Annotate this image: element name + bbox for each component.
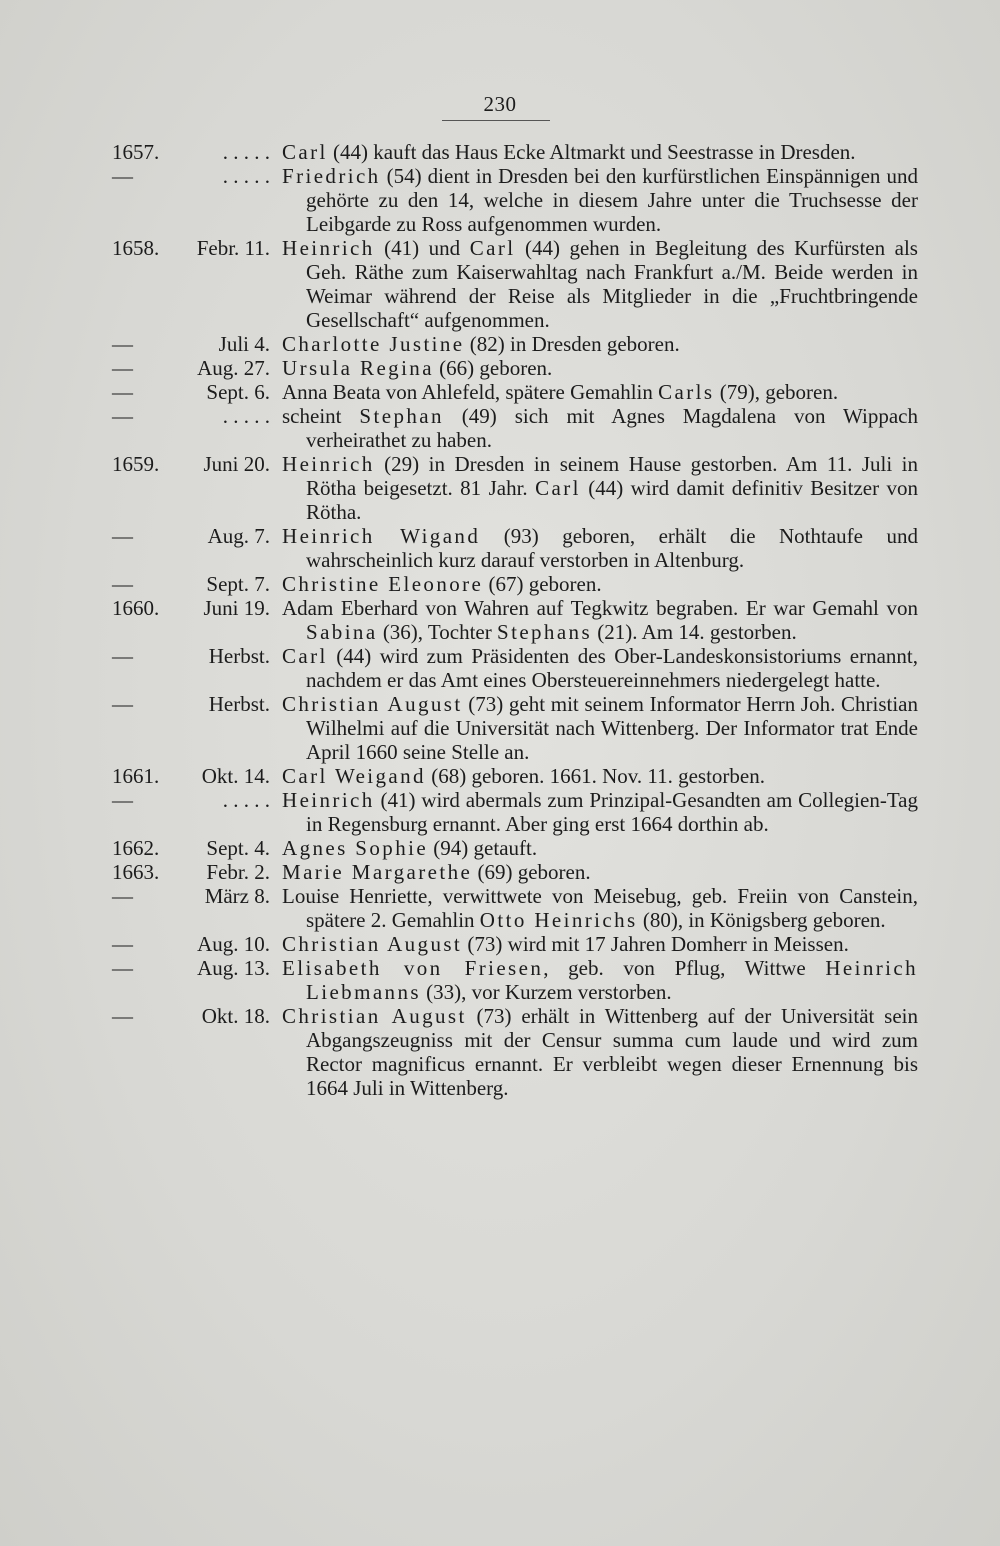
entry-year: 1659. (112, 452, 160, 476)
entry-date: März 8. (204, 884, 270, 908)
spaced-name: Carls (658, 380, 715, 404)
entry-text-segment: (33), vor Kurzem verstorben. (420, 980, 672, 1004)
spaced-name: Carl (535, 476, 581, 500)
entry-text-segment: (73) geht mit seinem Informator Herrn Joh. Christian Wilhelmi auf die Universität nach Wittenberg. Der Informator trat Ende April 1660 seine Stelle an. (306, 692, 918, 764)
entry-date: Juni 19. (203, 596, 270, 620)
entry-date: . . . . . (222, 140, 270, 164)
entry-text (282, 452, 918, 524)
entry-year: 1657. (112, 140, 160, 164)
chronicle-entry (0, 596, 1000, 644)
entry-text-segment: (44) gehen in Begleitung des Kurfürsten als Geh. Räthe zum Kaiserwahltag nach Frankfurt a./M. Beide werden in Weimar während der Reise als Mitglieder in die „Fruchtbringende Gesellschaft“ aufgenommen. (306, 236, 918, 332)
spaced-name: Christine Eleonore (282, 572, 484, 596)
entry-text-segment: , geb. von Pflug, Wittwe (543, 956, 826, 980)
entry-text-segment: (44) kauft das Haus Ecke Altmarkt und Seestrasse in Dresden. (327, 140, 856, 164)
entry-text (282, 404, 918, 452)
entry-year: — (112, 524, 133, 548)
entry-year: 1663. (112, 860, 160, 884)
chronicle-entry (0, 380, 1000, 404)
entry-text (282, 644, 918, 692)
entry-text-segment: (54) dient in Dresden bei den kurfürstlichen Einspännigen und gehörte zu den 14, welche in diesem Jahre unter die Truchsesse der Leibgarde zu Ross aufgenommen wurden. (306, 164, 918, 236)
entry-date: . . . . . (222, 788, 270, 812)
entry-text (282, 572, 918, 596)
entry-text-segment: (80), in Königsberg geboren. (637, 908, 886, 932)
entry-year: — (112, 332, 133, 356)
spaced-name: Friedrich (282, 164, 381, 188)
entry-text-segment: Louise Henriette, verwittwete von Meisebug, geb. Freiin von Canstein, spätere 2. Gemahlin (282, 884, 918, 932)
chronicle-entries (0, 140, 1000, 1100)
chronicle-entry (0, 332, 1000, 356)
entry-year: — (112, 692, 133, 716)
entry-text-segment: Anna Beata von Ahlefeld, spätere Gemahlin (282, 380, 659, 404)
entry-text (282, 332, 918, 356)
entry-text (282, 884, 918, 932)
entry-date: Aug. 27. (197, 356, 270, 380)
chronicle-entry (0, 956, 1000, 1004)
entry-text (282, 596, 918, 644)
spaced-name: Charlotte Justine (282, 332, 465, 356)
entry-year: — (112, 956, 133, 980)
spaced-name: Heinrich (282, 236, 375, 260)
entry-text-segment: (93) geboren, erhält die Nothtaufe und wahrscheinlich kurz darauf verstorben in Altenburg. (306, 524, 918, 572)
entry-text-segment: (79), geboren. (714, 380, 839, 404)
entry-year: — (112, 1004, 133, 1028)
chronicle-entry (0, 788, 1000, 836)
entry-text-segment: (41) wird abermals zum Prinzipal-Gesandten am Collegien-Tag in Regensburg ernannt. Aber ging erst 1664 dorthin ab. (306, 788, 918, 836)
spaced-name: Carl (282, 644, 328, 668)
spaced-name: Stephan (359, 404, 444, 428)
entry-date: Herbst. (208, 644, 270, 668)
chronicle-entry (0, 836, 1000, 860)
chronicle-entry (0, 884, 1000, 932)
chronicle-entry (0, 692, 1000, 764)
entry-year: — (112, 380, 133, 404)
spaced-name: Christian August (282, 932, 463, 956)
chronicle-entry (0, 860, 1000, 884)
spaced-name: Marie Margarethe (282, 860, 473, 884)
entry-text (282, 236, 918, 332)
entry-date: . . . . . (222, 404, 270, 428)
spaced-name: Heinrich (282, 452, 375, 476)
entry-date: Okt. 18. (201, 1004, 270, 1028)
entry-text (282, 164, 918, 236)
entry-text (282, 1004, 918, 1100)
entry-text (282, 932, 918, 956)
entry-text-segment: (94) getauft. (428, 836, 538, 860)
spaced-name: Christian August (282, 1004, 467, 1028)
chronicle-entry (0, 164, 1000, 236)
spaced-name: Sabina (306, 620, 378, 644)
entry-text-segment: (41) und (374, 236, 470, 260)
spaced-name: Heinrich Wigand (282, 524, 481, 548)
entry-date: Aug. 13. (197, 956, 270, 980)
entry-text (282, 140, 918, 164)
chronicle-entry (0, 1004, 1000, 1100)
chronicle-entry (0, 404, 1000, 452)
entry-text-segment: (44) wird zum Präsidenten des Ober-Landeskonsistoriums ernannt, nachdem er das Amt eines Obersteuereinnehmers niedergelegt hatte. (306, 644, 918, 692)
entry-year: — (112, 572, 133, 596)
entry-date: Juli 4. (218, 332, 270, 356)
entry-date: Aug. 10. (197, 932, 270, 956)
spaced-name: Carl (282, 140, 328, 164)
entry-text-segment: (66) geboren. (433, 356, 553, 380)
entry-text-segment: Adam Eberhard von Wahren auf Tegkwitz begraben. Er war Gemahl von (282, 596, 918, 620)
entry-year: — (112, 404, 133, 428)
entry-year: 1662. (112, 836, 160, 860)
entry-text-segment: (67) geboren. (483, 572, 602, 596)
entry-date: Febr. 2. (206, 860, 270, 884)
entry-date: Juni 20. (203, 452, 270, 476)
spaced-name: Ursula Regina (282, 356, 434, 380)
entry-text (282, 380, 918, 404)
chronicle-entry (0, 644, 1000, 692)
spaced-name: Otto Heinrichs (479, 908, 638, 932)
entry-text-segment: (44) wird damit definitiv Besitzer von Rötha. (306, 476, 918, 524)
entry-date: Okt. 14. (201, 764, 270, 788)
entry-text-segment: (49) sich mit Agnes Magdalena von Wippach verheirathet zu haben. (306, 404, 918, 452)
entry-text-segment: (36), Tochter (377, 620, 497, 644)
entry-text (282, 692, 918, 764)
entry-text (282, 356, 918, 380)
entry-text-segment: (29) in Dresden in seinem Hause gestorben. Am 11. Juli in Rötha beigesetzt. 81 Jahr. (306, 452, 918, 500)
spaced-name: Christian August (282, 692, 463, 716)
entry-text-segment: (69) geboren. (472, 860, 591, 884)
entry-date: Herbst. (208, 692, 270, 716)
spaced-name: Heinrich Liebmanns (306, 956, 918, 1004)
entry-text (282, 860, 918, 884)
chronicle-entry (0, 452, 1000, 524)
entry-year: — (112, 932, 133, 956)
page-number-rule (442, 120, 550, 121)
entry-year: 1661. (112, 764, 160, 788)
entry-text-segment: (73) wird mit 17 Jahren Domherr in Meissen. (462, 932, 849, 956)
entry-text (282, 764, 918, 788)
chronicle-entry (0, 572, 1000, 596)
entry-date: Sept. 7. (206, 572, 270, 596)
entry-year: — (112, 644, 133, 668)
chronicle-entry (0, 140, 1000, 164)
entry-text-segment: scheint (282, 404, 360, 428)
entry-date: Sept. 4. (206, 836, 270, 860)
spaced-name: Elisabeth von Friesen (282, 956, 544, 980)
entry-text-segment: (21). Am 14. gestorben. (592, 620, 797, 644)
entry-date: Aug. 7. (207, 524, 270, 548)
entry-date: . . . . . (222, 164, 270, 188)
spaced-name: Agnes Sophie (282, 836, 429, 860)
entry-date: Febr. 11. (196, 236, 270, 260)
entry-year: — (112, 164, 133, 188)
chronicle-entry (0, 524, 1000, 572)
chronicle-entry (0, 932, 1000, 956)
entry-text (282, 836, 918, 860)
page-number: 230 (483, 92, 517, 116)
spaced-name: Stephans (497, 620, 593, 644)
entry-text-segment: (68) geboren. 1661. Nov. 11. gestorben. (425, 764, 765, 788)
entry-year: — (112, 788, 133, 812)
entry-year: — (112, 356, 133, 380)
entry-year: 1660. (112, 596, 160, 620)
chronicle-entry (0, 764, 1000, 788)
spaced-name: Carl (469, 236, 516, 260)
entry-year: 1658. (112, 236, 160, 260)
entry-date: Sept. 6. (206, 380, 270, 404)
spaced-name: Carl Weigand (282, 764, 426, 788)
entry-text-segment: (82) in Dresden geboren. (464, 332, 680, 356)
chronicle-entry (0, 236, 1000, 332)
entry-text (282, 788, 918, 836)
entry-year: — (112, 884, 133, 908)
entry-text (282, 956, 918, 1004)
spaced-name: Heinrich (282, 788, 375, 812)
entry-text (282, 524, 918, 572)
chronicle-entry (0, 356, 1000, 380)
entry-text-segment: (73) erhält in Wittenberg auf der Universität sein Abgangszeugniss mit der Censur summa cum laude und wird zum Rector magnificus ernannt. Er verbleibt wegen dieser Ernennung bis 1664 Juli in Wittenberg. (306, 1004, 918, 1100)
